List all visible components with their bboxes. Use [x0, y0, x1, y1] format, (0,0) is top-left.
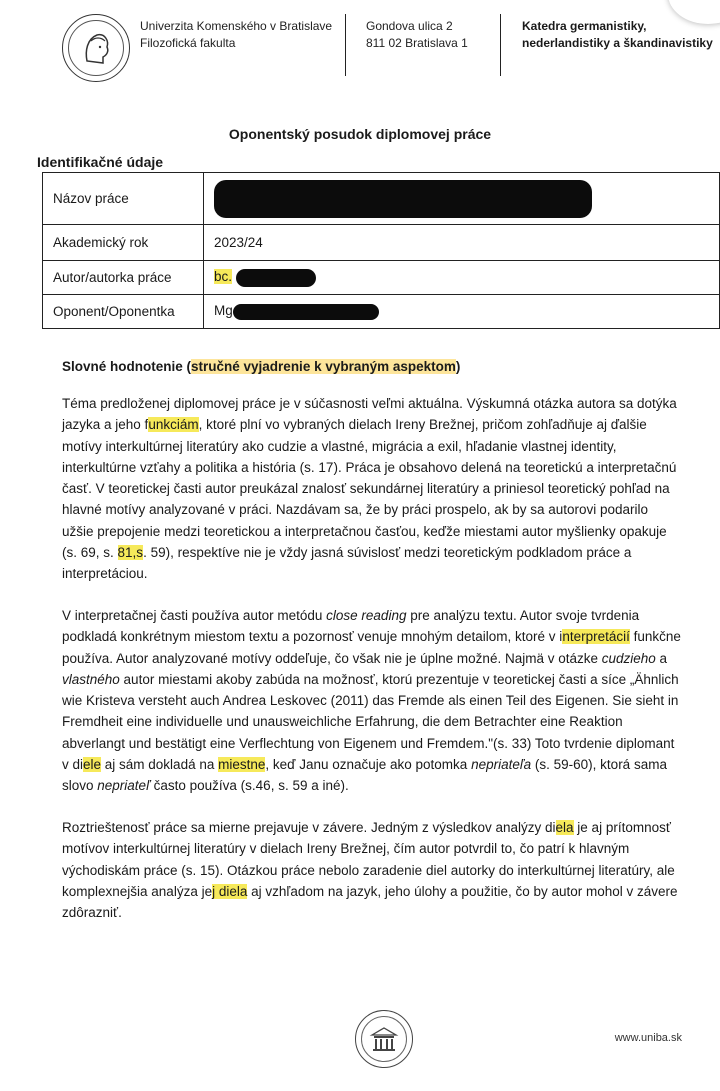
table-row: [43, 173, 720, 225]
opponent-prefix: Mg: [214, 303, 233, 319]
verbal-heading: Slovné hodnotenie (stručné vyjadrenie k vybraným aspektom): [62, 359, 461, 374]
department-line1: Katedra germanistiky,: [522, 19, 647, 33]
author-prefix: bc.: [214, 269, 233, 285]
website-url[interactable]: www.uniba.sk: [614, 1032, 682, 1044]
row-label: Názov práce: [43, 173, 204, 225]
footer-building-logo: [355, 1010, 413, 1068]
section-identification: Identifikačné údaje: [37, 154, 164, 170]
paragraph-3: Roztrieštenosť práce sa mierne prejavuje v závere. Jedným z výsledkov analýzy diela je aj prítomnosť motívov interkultúrnej literatúry v dielach Ireny Brežnej, čím autor potvrdil to, čo patrí k hlavným východiskám práce (s. 15). Otázkou práce nebolo zaradenie diel autorky do interkultúrnej literatúry, ale komplexnejšia analýza jej diela aj vzhľadom na jazyk, jeho úlohy a použitie, čo by autor mohol v závere zdôrazniť.: [62, 820, 678, 921]
redaction-bar: [214, 180, 592, 218]
university-address: [140, 18, 332, 52]
redaction-bar: [233, 304, 379, 320]
row-value: [204, 295, 720, 329]
table-row: [43, 225, 720, 261]
paragraph-2: V interpretačnej časti používa autor metódu close reading pre analýzu textu. Autor svoje tvrdenia podkladá konkrétnym miestom textu a pozornosť venuje mnohým detailom, ktoré v interpretácií funkčne používa. Autor analyzované motívy oddeľuje, čo však nie je úplne možné. Najmä v otázke cudzieho a vlastného autor miestami akoby zabúda na možnosť, ktorú prezentuje v teoretickej časti a síce „Ähnlich wie Kristeva versteht auch Andrea Leskovec (2011) das Fremde als einen Teil des Eigenen. Sie sieht in Fremdheit eine individuelle und unausweichliche Erfahrung, die dem Betrachter eine Reaktion abverlangt und bestätigt eine Verflechtung von Eigenem und Fremdem."(s. 33) Toto tvrdenie diplomant v diele aj sám dokladá na miestne, keď Janu označuje ako potomka nepriateľa (s. 59-60), ktorá sama slovo nepriateľ často používa (s.46, s. 59 a iné).: [62, 608, 681, 794]
identification-table: [42, 172, 720, 329]
row-label: Autor/autorka práce: [43, 261, 204, 295]
row-label: Oponent/Oponentka: [43, 295, 204, 329]
table-row: [43, 261, 720, 295]
city: 811 02 Bratislava 1: [366, 36, 468, 50]
row-label: Akademický rok: [43, 225, 204, 261]
redaction-bar: [236, 269, 316, 287]
table-row: [43, 295, 720, 329]
university-seal-logo: [62, 14, 130, 82]
postal-address: [366, 18, 468, 52]
paragraph-1: Téma predloženej diplomovej práce je v súčasnosti veľmi aktuálna. Výskumná otázka autora sa dotýka jazyka a jeho funkciám, ktoré plní vo vybraných dielach Ireny Brežnej, pričom zohľadňuje aj ďalšie motívy interkultúrnej literatúry ako cudzie a vlastné, migrácia a exil, hľadanie vlastnej identity, interkultúrne vzťahy a politika a história (s. 17). Práca je obsahovo delená na teoretickú a interpretačnú časť. V teoretickej časti autor preukázal znalosť sekundárnej literatúry a priniesol teoretický pohľad na hlavné motívy analyzované v práci. Nazdávam sa, že by práci prospelo, ak by sa autorovi podarilo užšie prepojenie medzi teoretickou a interpretačnou časťou, keďže miestami autor myšlienky opakuje (s. 69, s. 81,s. 59), respektíve nie je vždy jasná súvislosť medzi teoretickým podkladom práce a interpretáciou.: [62, 396, 677, 582]
street: Gondova ulica 2: [366, 19, 453, 33]
row-value: [204, 261, 720, 295]
university-name: Univerzita Komenského v Bratislave: [140, 19, 333, 33]
row-value: [204, 173, 720, 225]
document-title: Oponentský posudok diplomovej práce: [228, 126, 492, 142]
header-divider: [500, 14, 501, 76]
row-value: 2023/24: [204, 225, 720, 261]
faculty-name: Filozofická fakulta: [140, 36, 236, 50]
building-icon: [362, 1017, 406, 1061]
department-line2: nederlandistiky a škandinavistiky: [522, 36, 713, 50]
header-divider: [345, 14, 346, 76]
heading-highlight: stručné vyjadrenie k vybraným aspektom: [191, 359, 456, 374]
comenius-head-icon: [69, 21, 123, 75]
department: [522, 18, 713, 52]
